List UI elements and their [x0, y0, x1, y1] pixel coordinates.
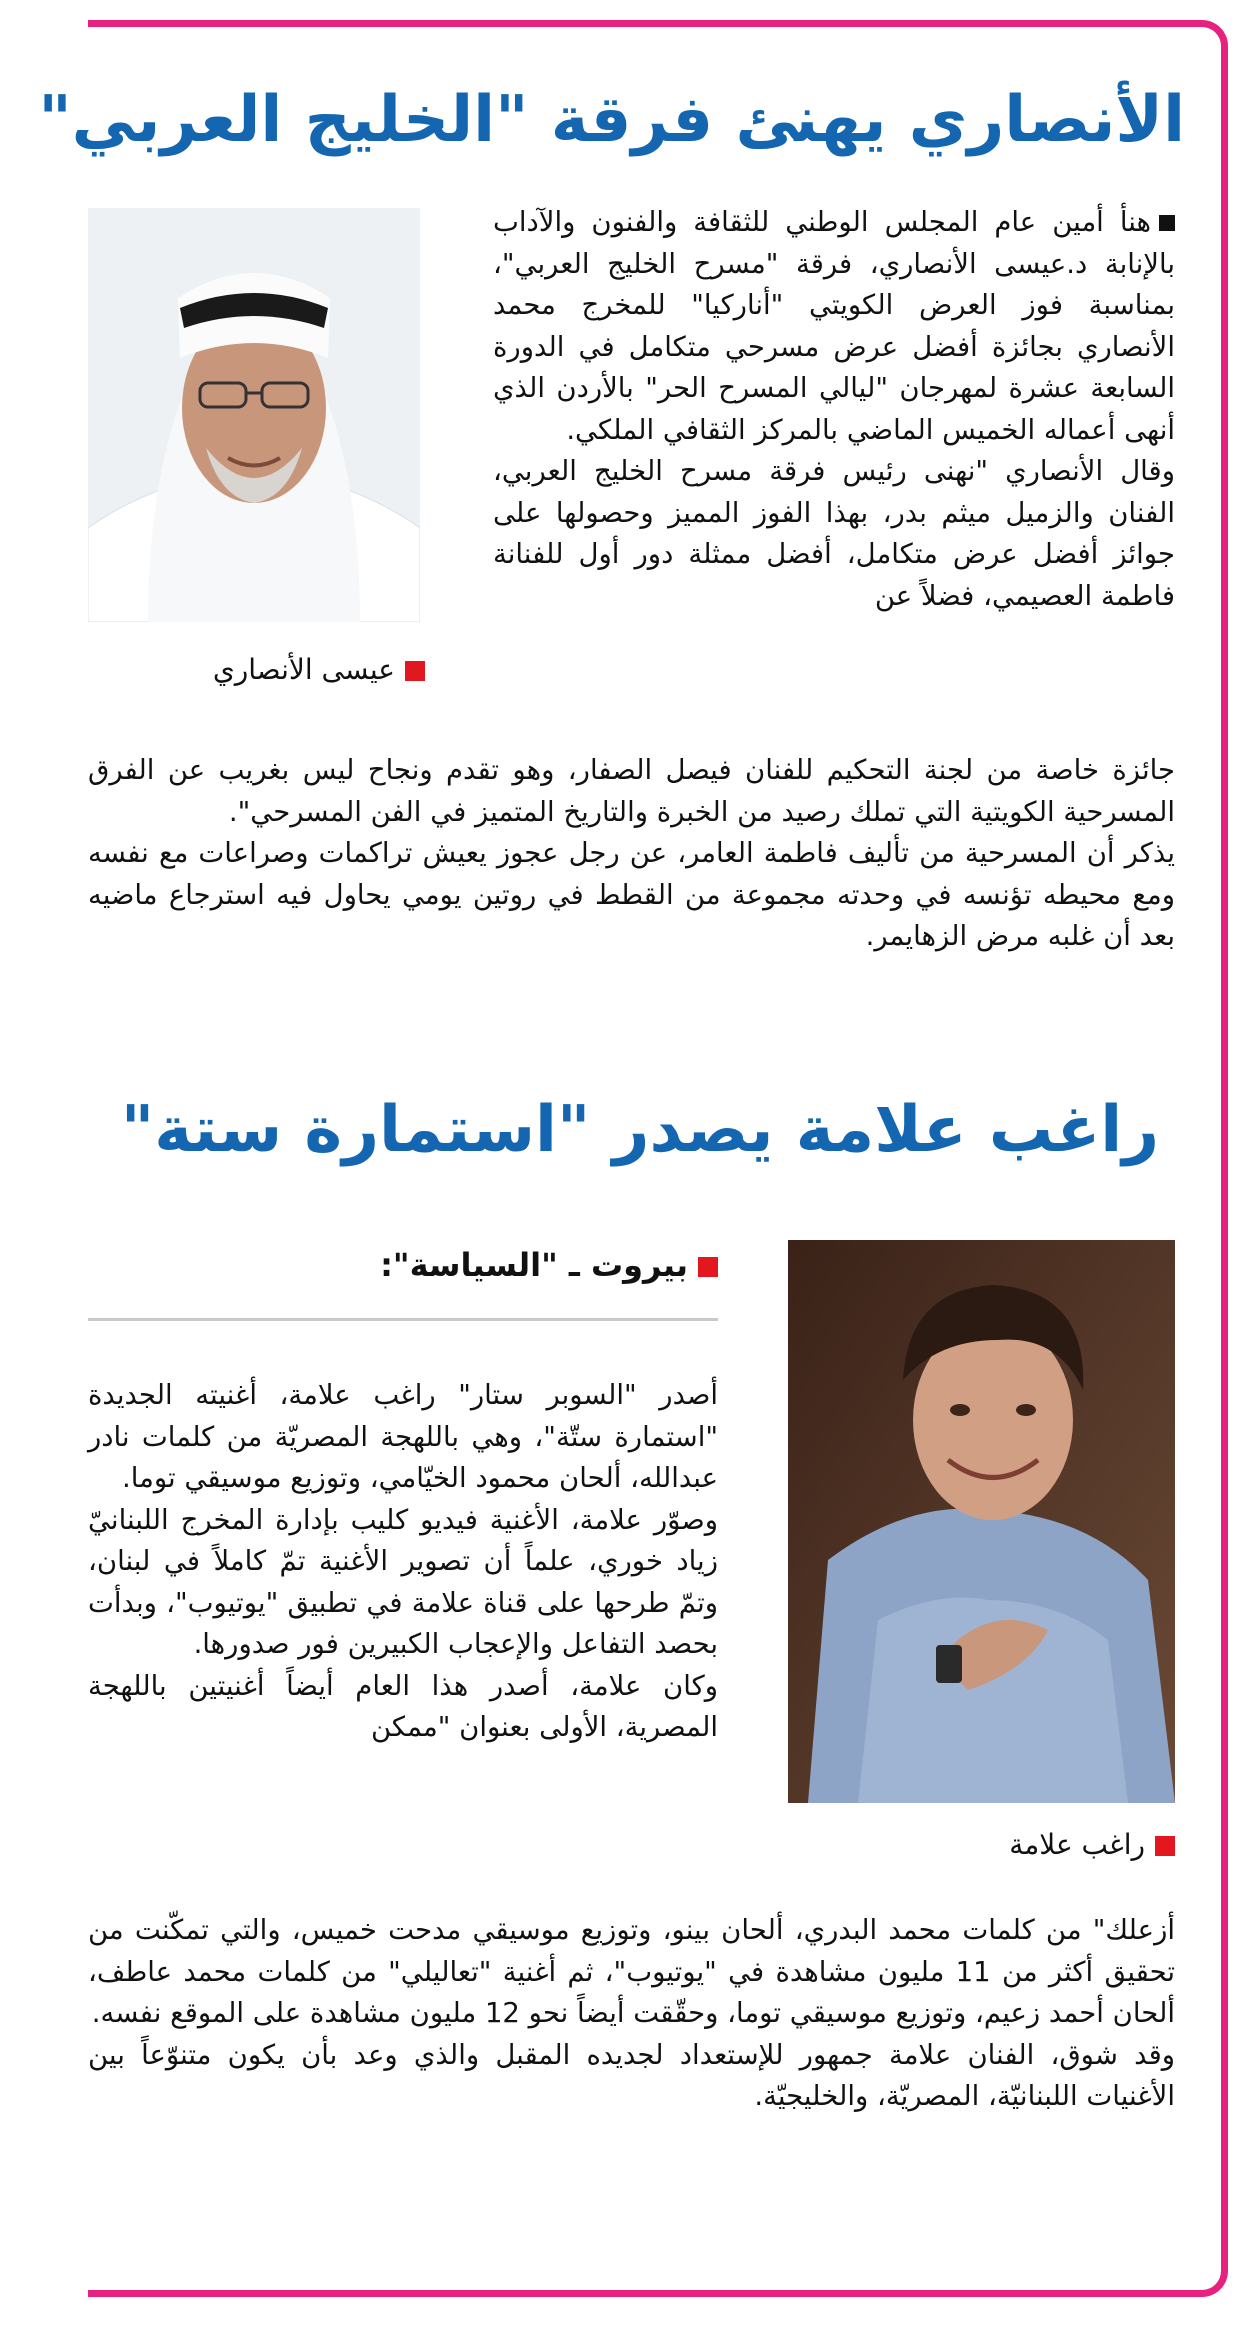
article1-body-full	[88, 750, 1175, 958]
article1-body-wrap	[493, 202, 1175, 617]
dateline-divider	[88, 1318, 718, 1321]
article1-paragraph-4: يذكر أن المسرحية من تأليف فاطمة العامر، عن رجل عجوز يعيش تراكمات وصراعات مع نفسه ومع محيطه تؤنسه في وحدته مجموعة من القطط في روتين يومي يحاول فيه استرجاع ماضيه بعد أن غلبه مرض الزهايمر.	[88, 837, 1175, 952]
article1-paragraph-3: جائزة خاصة من لجنة التحكيم للفنان فيصل الصفار، وهو تقدم ونجاح ليس بغريب عن الفرق المسرحية الكويتية التي تملك رصيد من الخبرة والتاريخ المتميز في الفن المسرحي".	[88, 754, 1175, 828]
portrait-singer-image	[788, 1240, 1175, 1803]
portrait-man-ghutra-image	[88, 208, 420, 622]
caption-marker-icon	[405, 661, 425, 681]
article2-paragraph-5: وقد شوق، الفنان علامة جمهور للإستعداد لجديده المقبل والذي وعد بأن يكون متنوّعاً بين الأغنيات اللبنانيّة، المصريّة، والخليجيّة.	[88, 2038, 1175, 2112]
article2-body-wrap	[88, 1375, 718, 1749]
article2-headline: راغب علامة يصدر "استمارة ستة"	[120, 1093, 1160, 1167]
article1-photo-caption: عيسى الأنصاري	[140, 650, 425, 690]
dateline-marker-icon	[698, 1257, 718, 1277]
caption-marker-icon	[1155, 1836, 1175, 1856]
article2-photo	[788, 1240, 1175, 1803]
article2-paragraph-2: وصوّر علامة، الأغنية فيديو كليب بإدارة المخرج اللبنانيّ زياد خوري، علماً أن تصوير الأغنية تمّ كاملاً في لبنان، وتمّ طرحها على قناة علامة في تطبيق "يوتيوب"، وبدأت بحصد التفاعل والإعجاب الكبيرين فور صدورها.	[88, 1503, 718, 1660]
article1-paragraph-2: وقال الأنصاري "نهنى رئيس فرقة مسرح الخليج العربي، الفنان والزميل ميثم بدر، بهذا الفوز المميز وحصولها على جوائز أفضل عرض متكامل، أفضل ممثلة دور أول للفنانة فاطمة العصيمي، فضلاً عن	[493, 455, 1175, 612]
article2-body-full	[88, 1910, 1175, 2118]
article2-paragraph-4: أزعلك" من كلمات محمد البدري، ألحان بينو، وتوزيع موسيقي مدحت خميس، والتي تمكّنت من تحقيق أكثر من 11 مليون مشاهدة في "يوتيوب"، ثم أغنية "تعاليلي" من كلمات محمد عاطف، ألحان أحمد زعيم، وتوزيع موسيقي توما، وحقّقت أيضاً نحو 12 مليون مشاهدة على الموقع نفسه.	[88, 1914, 1175, 2029]
article1-headline: الأنصاري يهنئ فرقة "الخليج العربي"	[38, 83, 1185, 157]
article2-dateline: بيروت ـ "السياسة":	[88, 1242, 718, 1288]
article2-photo-caption: راغب علامة	[890, 1825, 1175, 1865]
paragraph-marker-icon	[1159, 215, 1175, 231]
article1-photo	[88, 208, 420, 622]
article1-paragraph-1: هنأ أمين عام المجلس الوطني للثقافة والفنون والآداب بالإنابة د.عيسى الأنصاري، فرقة "مسرح الخليج العربي"، بمناسبة فوز العرض الكويتي "أناركيا" للمخرج محمد الأنصاري بجائزة أفضل عرض مسرحي متكامل في الدورة السابعة عشرة لمهرجان "ليالي المسرح الحر" بالأردن الذي أنهى أعماله الخميس الماضي بالمركز الثقافي الملكي.	[493, 206, 1175, 446]
article2-paragraph-1: أصدر "السوبر ستار" راغب علامة، أغنيته الجديدة "استمارة ستّة"، وهي باللهجة المصريّة من كلمات نادر عبدالله، ألحان محمود الخيّامي، وتوزيع موسيقي توما.	[88, 1379, 718, 1494]
article2-paragraph-3: وكان علامة، أصدر هذا العام أيضاً أغنيتين باللهجة المصرية، الأولى بعنوان "ممكن	[88, 1669, 718, 1743]
